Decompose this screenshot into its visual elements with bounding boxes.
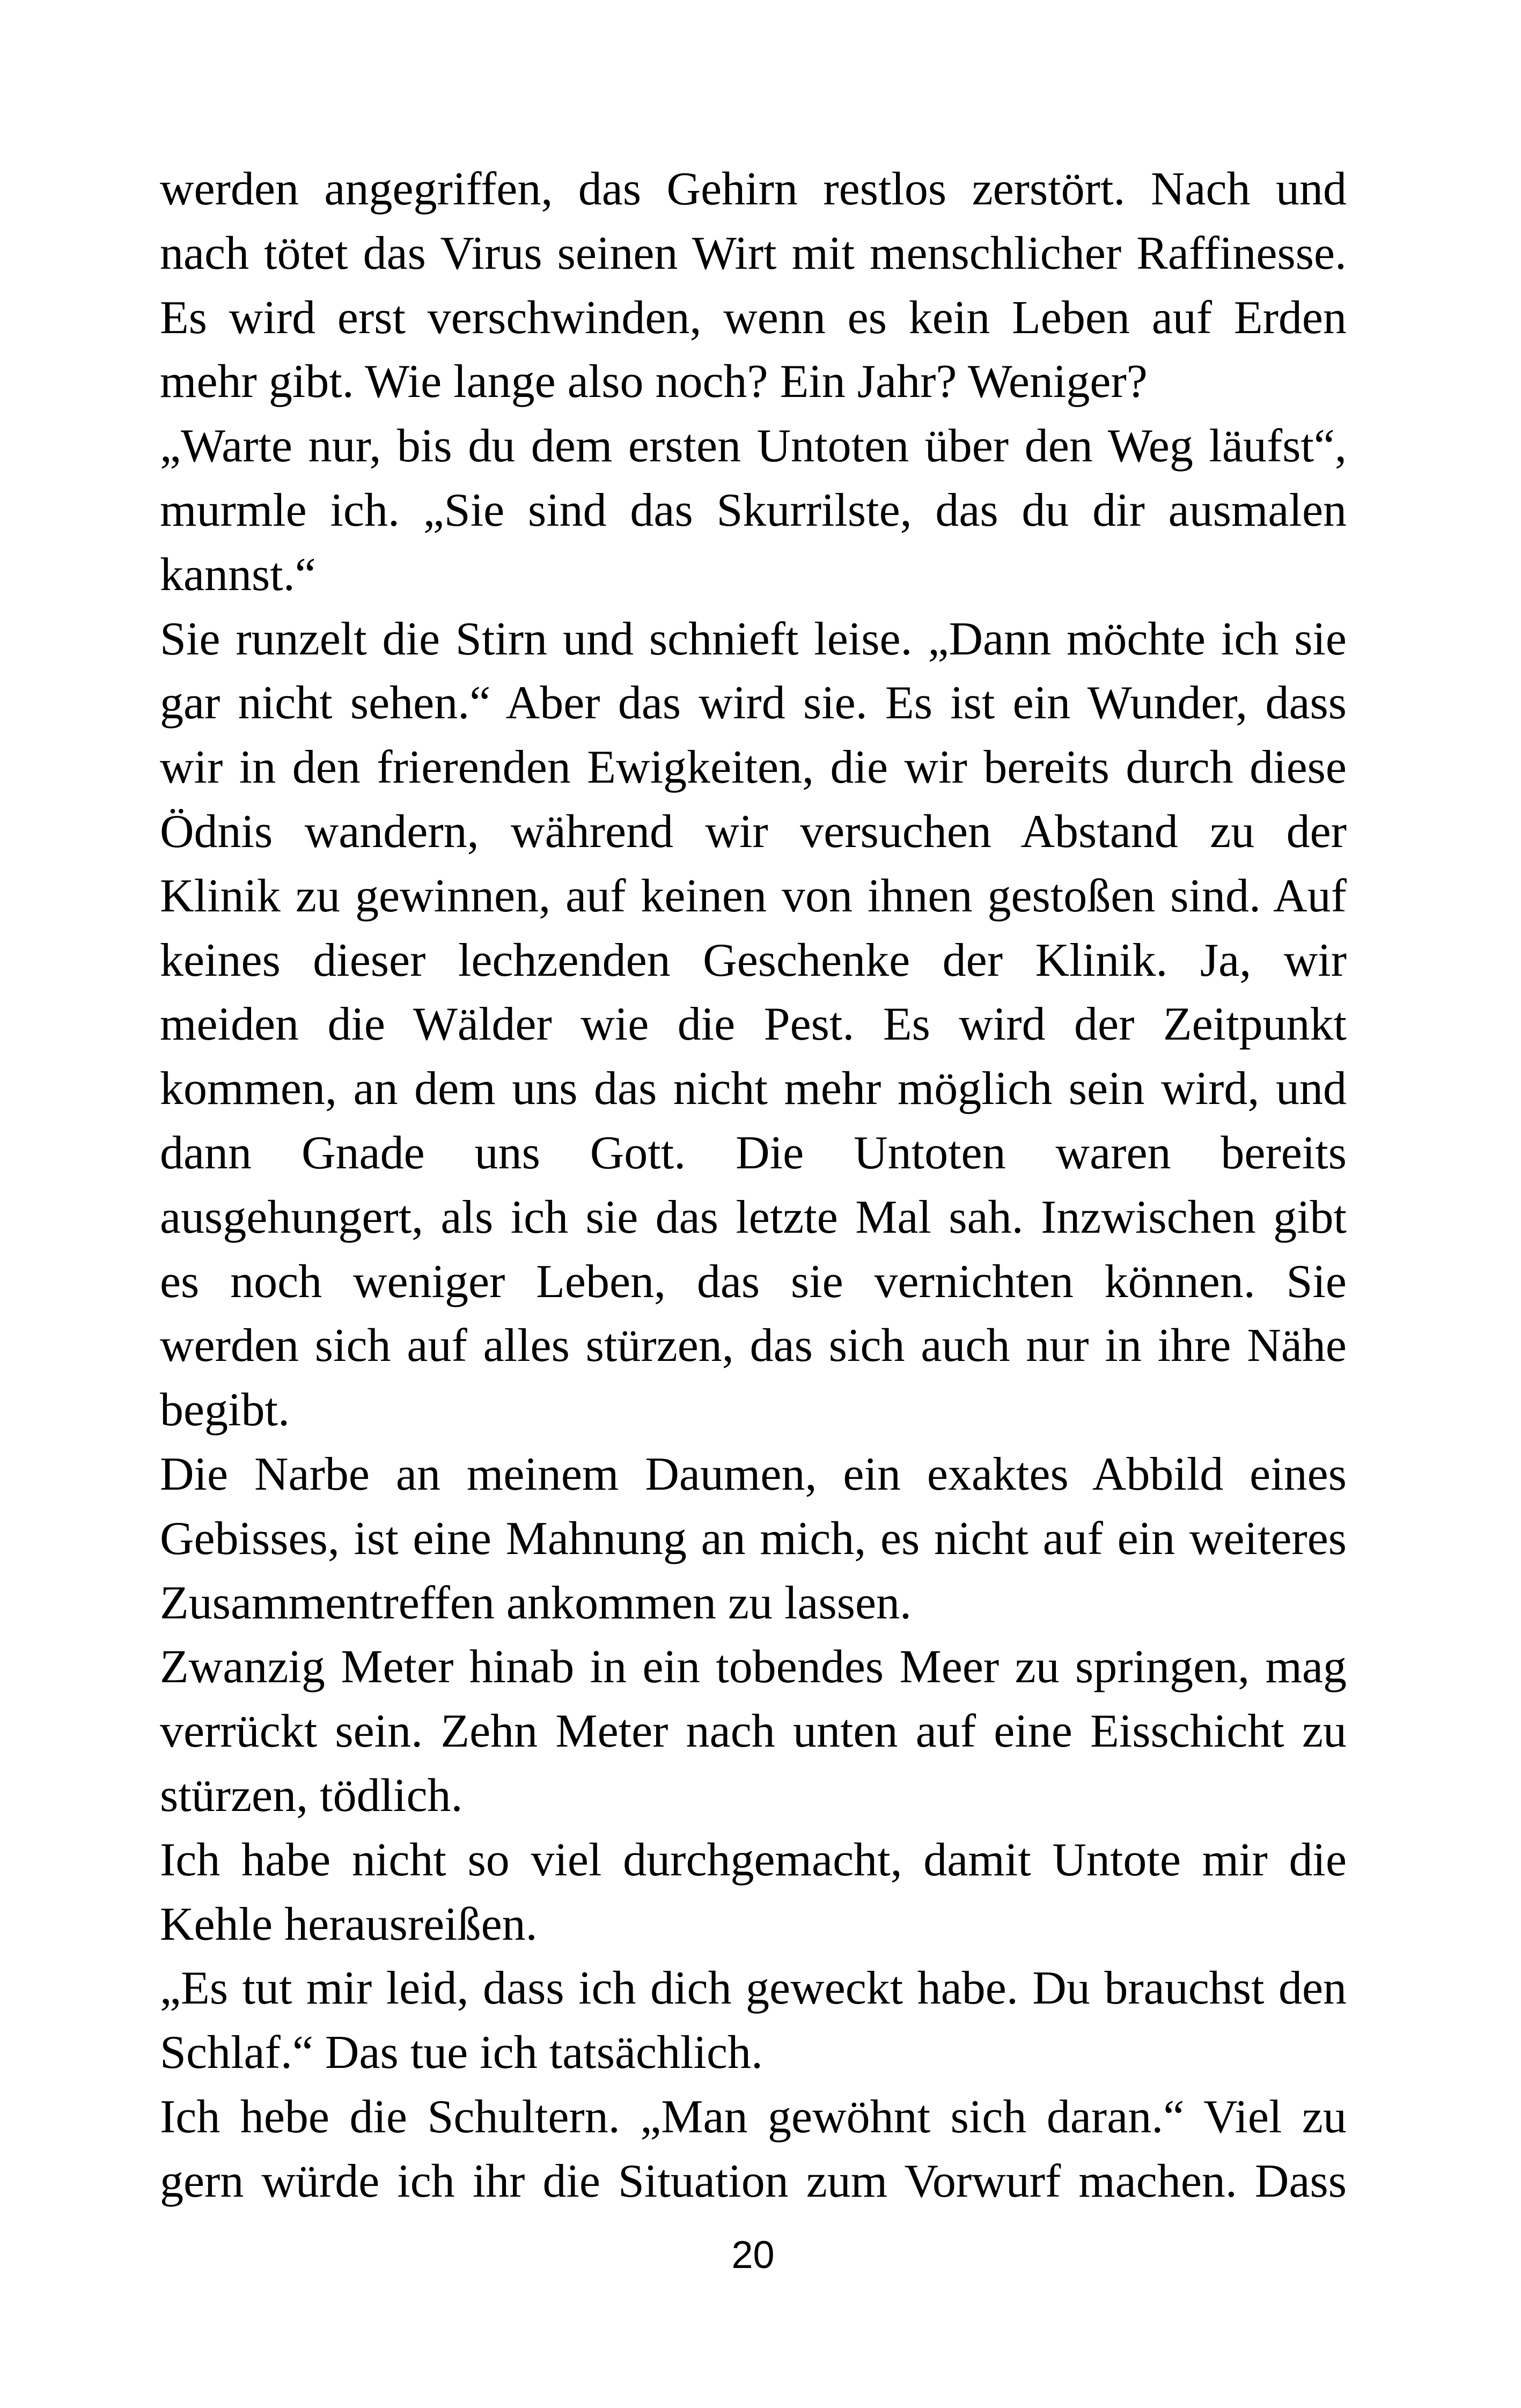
text-line: stürzen, tödlich. [160, 1769, 463, 1822]
text-line: werden sich auf alles stürzen, das sich auch nur in ihre Nähe [160, 1320, 1347, 1372]
paragraph [160, 1956, 1347, 2085]
text-line: nach tötet das Virus seinen Wirt mit menschlicher Raffinesse. [160, 227, 1347, 279]
text-line: Zwanzig Meter hinab in ein tobendes Meer zu springen, mag [160, 1641, 1347, 1693]
text-line: meiden die Wälder wie die Pest. Es wird der Zeitpunkt [160, 998, 1347, 1051]
text-line: gern würde ich ihr die Situation zum Vorwurf machen. Dass [160, 2155, 1347, 2207]
page-number: 20 [731, 2234, 775, 2277]
paragraph [160, 2085, 1347, 2214]
text-line: Es wird erst verschwinden, wenn es kein Leben auf Erden [160, 291, 1347, 344]
paragraph [160, 1635, 1347, 1828]
text-line: Ich habe nicht so viel durchgemacht, damit Untote mir die [160, 1833, 1347, 1886]
text-line: werden angegriffen, das Gehirn restlos zerstört. Nach und [160, 163, 1347, 215]
text-line: keines dieser lechzenden Geschenke der Klinik. Ja, wir [160, 934, 1347, 986]
paragraph [160, 414, 1347, 607]
paragraph [160, 1442, 1347, 1635]
text-line: begibt. [160, 1384, 290, 1437]
text-line: Die Narbe an meinem Daumen, ein exaktes Abbild eines [160, 1448, 1347, 1500]
text-line: kommen, an dem uns das nicht mehr möglich sein wird, und [160, 1063, 1347, 1115]
paragraph [160, 157, 1347, 414]
text-line: Ich hebe die Schultern. „Man gewöhnt sich daran.“ Viel zu [160, 2090, 1347, 2143]
text-line: Klinik zu gewinnen, auf keinen von ihnen gestoßen sind. Auf [160, 870, 1347, 922]
text-line: Kehle herausreißen. [160, 1898, 538, 1950]
text-line: Zusammentreffen ankommen zu lassen. [160, 1577, 912, 1629]
text-line: verrückt sein. Zehn Meter nach unten auf eine Eisschicht zu [160, 1705, 1347, 1758]
text-line: Schlaf.“ Das tue ich tatsächlich. [160, 2027, 763, 2079]
text-line: dann Gnade uns Gott. Die Untoten waren bereits [160, 1126, 1347, 1179]
text-line: gar nicht sehen.“ Aber das wird sie. Es ist ein Wunder, dass [160, 677, 1347, 730]
text-line: kannst.“ [160, 548, 316, 601]
text-line: Sie runzelt die Stirn und schnieft leise. „Dann möchte ich sie [160, 613, 1347, 665]
text-line: Gebisses, ist eine Mahnung an mich, es nicht auf ein weiteres [160, 1512, 1347, 1565]
paragraph [160, 1828, 1347, 1957]
paragraph [160, 607, 1347, 1442]
text-line: „Warte nur, bis du dem ersten Untoten über den Weg läufst“, [160, 420, 1347, 473]
text-line: Ödnis wandern, während wir versuchen Abstand zu der [160, 805, 1347, 858]
text-line: mehr gibt. Wie lange also noch? Ein Jahr? Weniger? [160, 356, 1148, 408]
text-line: es noch weniger Leben, das sie vernichten können. Sie [160, 1255, 1347, 1308]
text-line: wir in den frierenden Ewigkeiten, die wir bereits durch diese [160, 741, 1347, 794]
body-text [160, 157, 1347, 2214]
text-line: murmle ich. „Sie sind das Skurrilste, das du dir ausmalen [160, 484, 1347, 536]
text-line: „Es tut mir leid, dass ich dich geweckt habe. Du brauchst den [160, 1962, 1347, 2015]
text-line: ausgehungert, als ich sie das letzte Mal sah. Inzwischen gibt [160, 1191, 1347, 1243]
